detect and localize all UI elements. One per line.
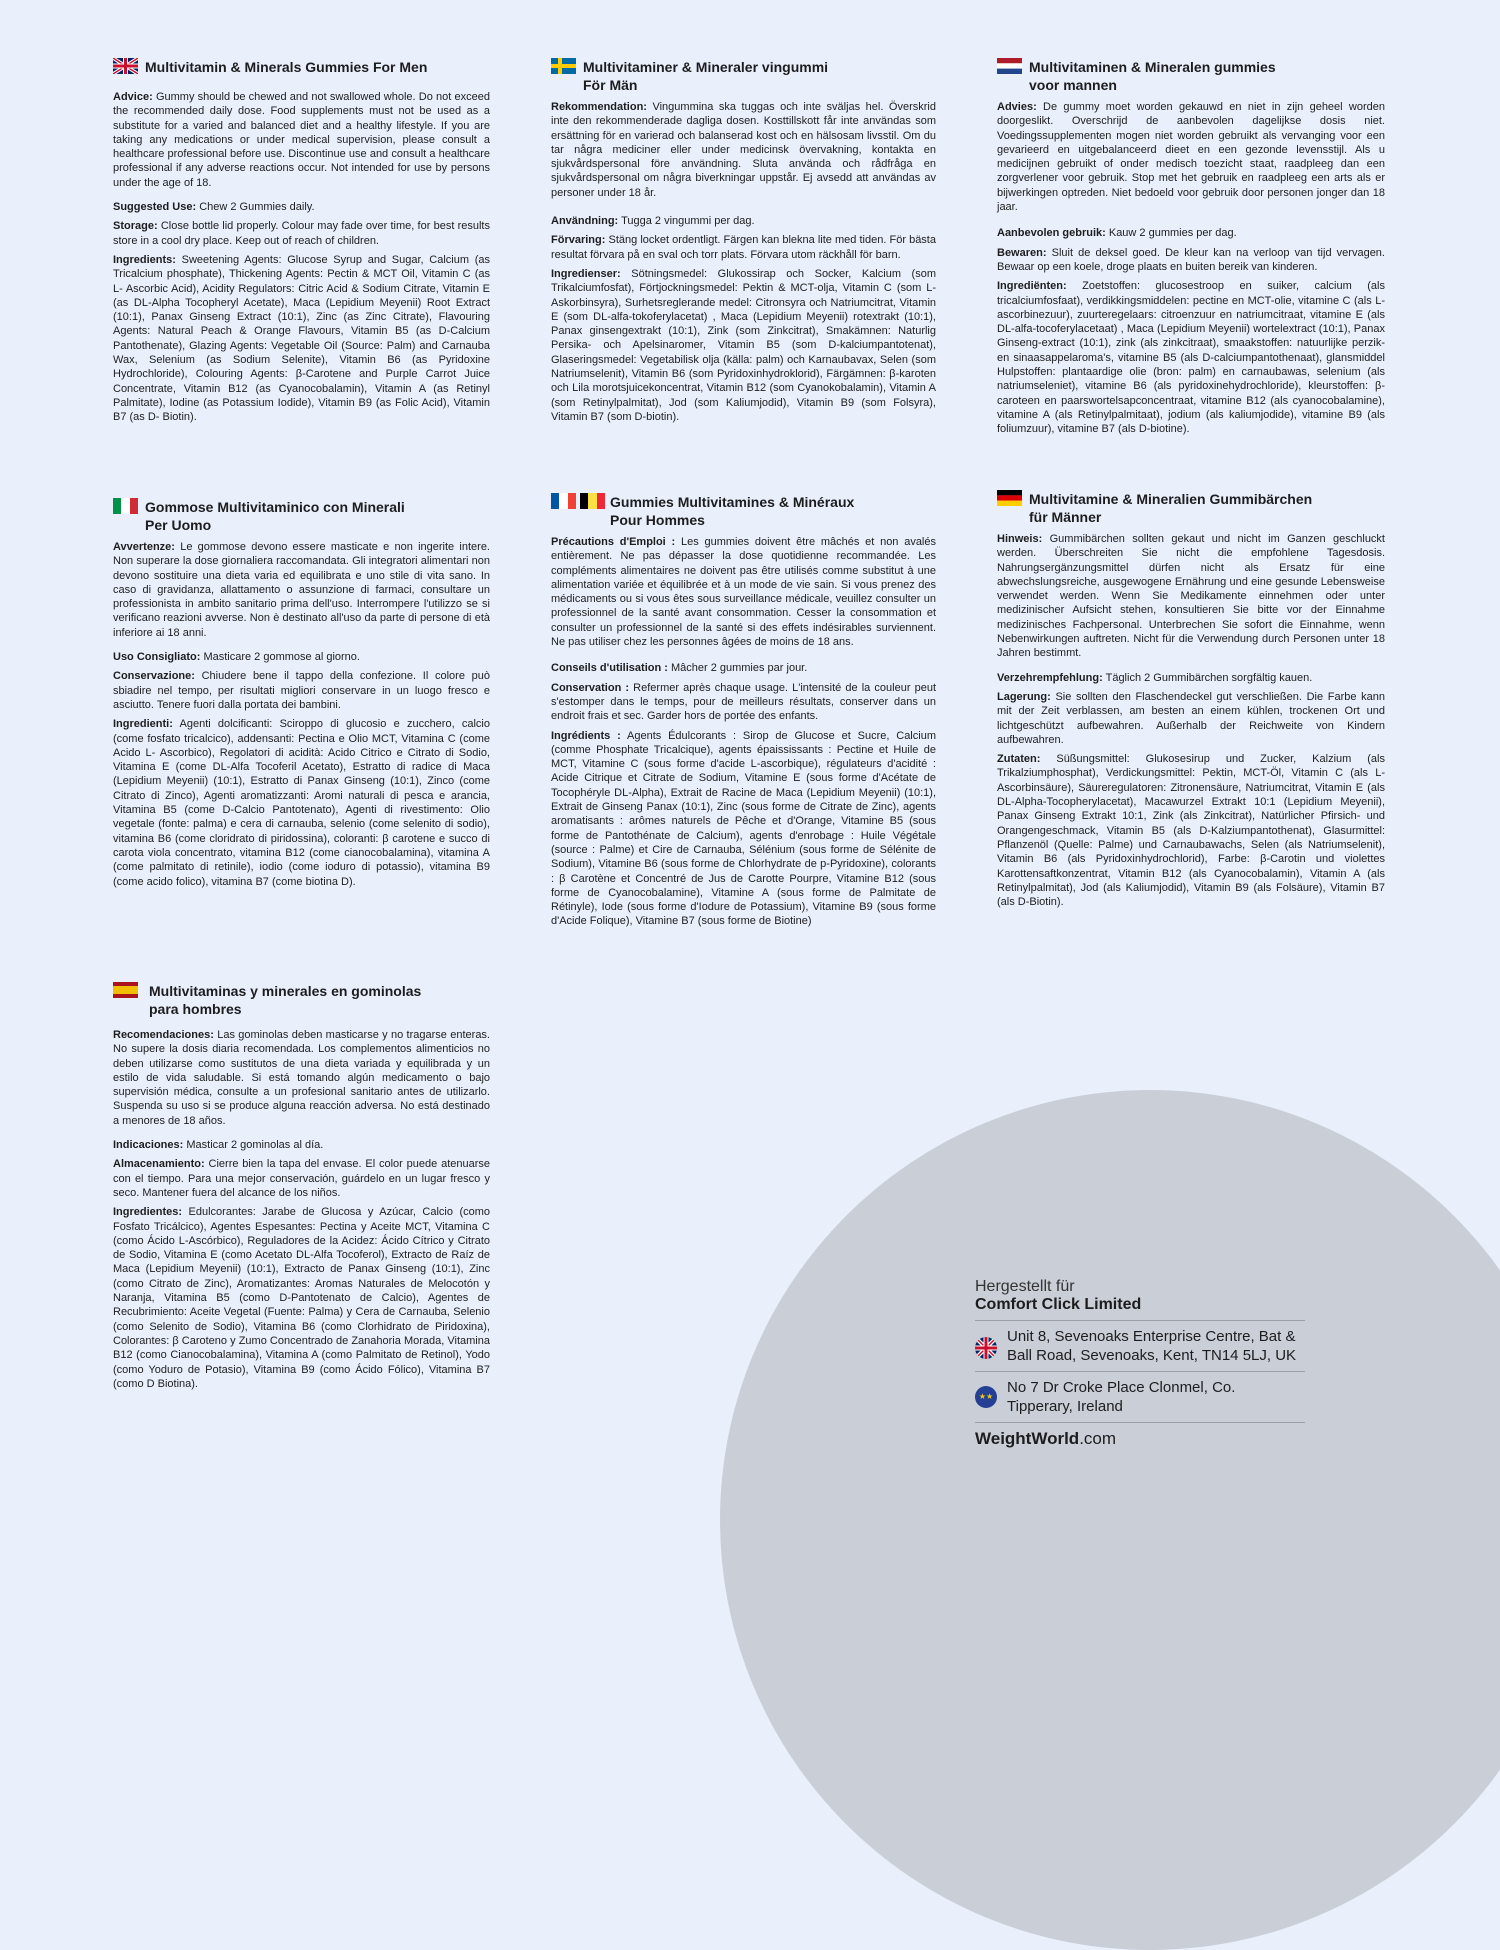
section-subtitle: För Män xyxy=(583,77,638,93)
section-spanish xyxy=(113,982,490,1396)
uk-flag-icon xyxy=(113,58,138,74)
storage-paragraph: Conservation : Refermer après chaque usage. L'intensité de la couleur peut s'estomper dans le temps, pour de meilleurs résultats, conserver dans un endroit frais et sec. Garder hors de portée des enfants. xyxy=(551,681,937,723)
section-header xyxy=(551,58,936,94)
belgium-flag-icon xyxy=(580,493,605,509)
uk-address: Unit 8, Sevenoaks Enterprise Centre, Bat & Ball Road, Sevenoaks, Kent, TN14 5LJ, UK xyxy=(1007,1328,1297,1364)
storage-paragraph: Almacenamiento: Cierre bien la tapa del envase. El color puede atenuarse con el tiempo. Para una mejor conservación, guárdelo en un lugar fresco y seco. Mantener fuera del alcance de los niños. xyxy=(113,1158,490,1199)
ingredients-paragraph: Ingredienti: Agenti dolcificanti: Sciroppo di glucosio e zucchero, calcio (come fosfato tricalcico), addensanti: Pectina e Olio MCT, Vitamina C (come Acido L- Ascorbico), Regolatori di acidità: Acido Citrico e Citrato di Sodio, Vitamina E (come DL-Alfa Tocoferil Acetato), Estratto di radice di Maca (Lepidium Meyenii) (10:1), Estratto di Panax Ginseng (10:1), Zinco (come Citrato di Zinco), Agenti aromatizzanti: Aromi naturali di pesca e arancia, Vitamina B5 (come D-Calcio Pantotenato), Agenti di rivestimento: Olio vegetale (fonte: palma) e cera di carnauba, selenio (come selenito di sodio), vitamina B6 (come cloridrato di piridossina), coloranti: β carotene e succo di carota viola concentrato, vitamina B12 (come cianocobalamina), vitamina A (come palmitato di retinile), iodio (come ioduro di potassio), vitamina B9 (come acido folico), vitamina B7 (come biotina D). xyxy=(113,718,490,888)
section-subtitle: para hombres xyxy=(149,1001,242,1017)
italy-flag-icon xyxy=(113,498,138,514)
section-title: Multivitaminas y minerales en gominolas xyxy=(149,983,422,999)
netherlands-flag-icon xyxy=(997,58,1022,74)
ie-address: No 7 Dr Croke Place Clonmel, Co. Tipperary, Ireland xyxy=(1007,1379,1236,1415)
section-title: Gommose Multivitaminico con Minerali xyxy=(145,499,405,515)
background-circle xyxy=(720,1090,1500,1950)
eu-flag-icon: ★★ xyxy=(975,1386,997,1413)
storage-paragraph: Conservazione: Chiudere bene il tappo della confezione. Il colore può sbiadire nel tempo, per risultati migliori conservare in un luogo fresco e asciutto. Tenere fuori dalla portata dei bambini. xyxy=(113,670,490,711)
advice-paragraph: Advies: De gummy moet worden gekauwd en niet in zijn geheel worden doorgeslikt. Overschrijd de aanbevolen dagelijkse dosis niet. Voedingssupplementen mogen niet worden gebruikt als vervanging voor een gevarieerd en uitgebalanceerd dieet en een gezonde levensstijl. Als u medicijnen gebruikt of onder medisch toezicht staat, raadpleeg dan een zorgverlener voor gebruik. Stop met het gebruik en raadpleeg een arts als er bijwerkingen optreden. Niet bedoeld voor gebruik door personen jonger dan 18 jaar. xyxy=(997,101,1385,214)
ingredients-paragraph: Ingredienser: Sötningsmedel: Glukossirap och Socker, Kalcium (som Trikalciumfosfat), Förtjockningsmedel: Pektin & MCT-olja, Vitamin C (som L-Askorbinsyra), Surhetsreglerande medel: Citronsyra och Natriumcitrat, Vitamin E (som DL-alfa-tokoferylacetat) , Maca (Lepidium Meyenii) rotextrakt (10:1), Panax ginsengextrakt (10:1), Zink (som Zinkcitrat), Smakämnen: Naturlig Persika- och Apelsinaromer, Vitamin B5 (som D-kalciumpantotenat), Glaseringsmedel: Vegetabilisk olja (källa: palm) och Karnaubavax, Selen (som Natriumselenit), Vitamin B6 (som Pyridoxinhydroklorid), Färgämnen: β-karoten och Lila morotsjuicekoncentrat, Vitamin B12 (som Cyanokobalamin), Vitamin A (som Retinylpalmitat), Jod (som Kaliumjodid), Vitamin B9 (som Folsyra), Vitamin B7 (som D-biotin). xyxy=(551,267,936,423)
suggested-use-paragraph: Indicaciones: Masticar 2 gominolas al día. xyxy=(113,1139,324,1152)
storage-paragraph: Lagerung: Sie sollten den Flaschendeckel gut verschließen. Die Farbe kann mit der Zeit verblassen, am besten an einem kühlen, trockenen Ort und lichtgeschützt aufbewahren. Außerhalb der Reichweite von Kindern aufbewahren. xyxy=(997,690,1385,746)
spain-flag-icon xyxy=(113,982,138,998)
manufacturer-info xyxy=(975,1278,1305,1449)
section-french xyxy=(551,493,936,934)
section-english xyxy=(113,58,490,430)
germany-flag-icon xyxy=(997,490,1022,506)
sweden-flag-icon xyxy=(551,58,576,74)
section-subtitle: Per Uomo xyxy=(145,517,212,533)
section-header xyxy=(997,490,1385,526)
ingredients-paragraph: Ingrediënten: Zoetstoffen: glucosestroop en suiker, calcium (als tricalciumfosfaat), verdikkingsmiddelen: pectine en MCT-olie, vitamine C (als L-ascorbinezuur), zuurteregelaars: citroenzuur en natriumcitraat, vitamine E (als DL-alfa-tocoferylacetaat) , Maca (Lepidium Meyenii) wortelextract (10:1), Panax Ginseng-extract (10:1), zink (als zinkcitraat), smaakstoffen: natuurlijke perzik- en sinaasappelaroma's, vitamine B5 (als D-calciumpantothenaat), glansmiddel Hulpstoffen: plantaardige olie (bron: palm) en carnaubawas, selenium (als natriumseleniet), vitamine B6 (als pyridoxinehydrochloride), kleurstoffen: β-caroteen en paarswortelsapconcentraat, vitamine B12 (als cyanocobalamine), vitamine A (als Retinylpalmitaat), jodium (als kaliumjodide), vitamine B9 (als foliumzuur), vitamine B7 (als D-biotine). xyxy=(997,280,1385,436)
section-header xyxy=(113,498,490,534)
section-title: Multivitamine & Mineralien Gummibärchen xyxy=(1029,491,1313,507)
section-title: Multivitaminen & Mineralen gummies xyxy=(1029,59,1276,75)
company-name: Comfort Click Limited xyxy=(975,1296,1142,1313)
storage-paragraph: Storage: Close bottle lid properly. Colour may fade over time, for best results store in a cool dry place. Keep out of reach of children. xyxy=(113,220,490,247)
section-header xyxy=(113,982,490,1018)
suggested-use-paragraph: Verzehrempfehlung: Täglich 2 Gummibärchen sorgfältig kauen. xyxy=(997,671,1313,684)
brand-url: WeightWorld.com xyxy=(975,1422,1305,1449)
section-subtitle: für Männer xyxy=(1029,509,1102,525)
advice-paragraph: Recomendaciones: Las gominolas deben masticarse y no tragarse enteras. No supere la dosis diaria recomendada. Los complementos alimenticios no deben utilizarse como sustitutos de una dieta variada y equilibrada y un estilo de vida saludable. Si está tomando algún medicamento o bajo supervisión médica, consulte a un profesional sanitario antes de utilizarlo. Suspenda su uso si se produce alguna reacción adversa. No está destinado a menores de 18 años. xyxy=(113,1029,490,1127)
france-flag-icon xyxy=(551,493,576,509)
ingredients-paragraph: Ingredientes: Edulcorantes: Jarabe de Glucosa y Azúcar, Calcio (como Fosfato Tricálcico), Agentes Espesantes: Pectina y Aceite MCT, Vitamina C (como Ácido L-Ascórbico), Reguladores de la Acidez: Ácido Cítrico y Citrato de Sodio, Vitamina E (como Acetato DL-Alfa Tocoferol), Extracto de Raíz de Maca (Lepidium Meyenii) (10:1), Extracto de Panax Ginseng (10:1), Zinc (como Citrato de Zinc), Aromatizantes: Aromas Naturales de Melocotón y Naranja, Vitamina B5 (como D-Pantotenato de Calcio), Agentes de Recubrimiento: Aceite Vegetal (Fuente: Palma) y Cera de Carnauba, Selenio (como Selenito de Sodio), Vitamina B6 (como Clorhidrato de Piridoxina), Colorantes: β Caroteno y Zumo Concentrado de Zanahoria Morada, Vitamina B12 (como Cianocobalamina), Vitamina A (como Palmitato de Retinol), Yodo (como Yoduro de Potasio), Vitamina B9 (como Ácido Fólico), Vitamina B7 (como D Biotina). xyxy=(113,1206,490,1390)
advice-paragraph: Hinweis: Gummibärchen sollten gekaut und nicht im Ganzen geschluckt werden. Überschreiten Sie nicht die empfohlene Tagesdosis. Nahrungsergänzungsmittel dürfen nicht als Ersatz für eine abwechslungsreiche, ausgewogene Ernährung und eine gesunde Lebensweise verwendet werden. Wenn Sie Medikamente einnehmen oder unter medizinischer Aufsicht stehen, konsultieren Sie bitte vor der Einnahme medizinisches Fachpersonal. Unterbrechen Sie sofort die Einnahme, wenn Nebenwirkungen auftreten. Nicht für die Verwendung durch Personen unter 18 Jahren bestimmt. xyxy=(997,533,1385,660)
section-header xyxy=(997,58,1385,94)
suggested-use-paragraph: Suggested Use: Chew 2 Gummies daily. xyxy=(113,201,315,214)
section-italian xyxy=(113,498,490,894)
ingredients-paragraph: Zutaten: Süßungsmittel: Glukosesirup und Zucker, Kalzium (als Trikalziumphosphat), Verdickungsmittel: Pektin, MCT-Öl, Vitamin C (als L-Ascorbinsäure), Säureregulatoren: Zitronensäure, Natriumcitrat, Vitamin E (als DL-Alpha-Tocopherylacetat), Macawurzel Extrakt 10:1 (Lepidium Meyenii), Panax Ginseng Extrakt 10:1, Zink (als Zinkcitrat), Natürlicher Pfirsich- und Orangengeschmack, Vitamin B5 (als D-Kalziumpantothenat), Glasurmittel: Pflanzenöl (Quelle: Palme) und Carnaubawachs, Selen (als Natriumselenit), Vitamin B6 (als Pyridoxinhydrochlorid), Farbe: β-Carotin und violettes Karottensaftkonzentrat, Vitamin B12 (als Cyanocobalamin), Vitamin A (als Retinylpalmitat), Jod (als Kaliumjodid), Vitamin B9 (als Folsäure), Vitamin B7 (als D-Biotin). xyxy=(997,753,1385,909)
suggested-use-paragraph: Användning: Tugga 2 vingummi per dag. xyxy=(551,215,755,228)
storage-paragraph: Förvaring: Stäng locket ordentligt. Färgen kan blekna lite med tiden. För bästa resultat förvara på en sval och torr plats. Förvara utom räckhåll för barn. xyxy=(551,234,936,261)
section-title: Multivitamin & Minerals Gummies For Men xyxy=(145,59,428,75)
uk-address-row xyxy=(975,1320,1305,1371)
ingredients-paragraph: Ingrédients : Agents Édulcorants : Sirop de Glucose et Sucre, Calcium (comme Phosphate Tricalcique), agents épaississants : Pectine et Huile de MCT, Vitamine C (sous forme d'acide L-ascorbique), régulateurs d'acidité : Acide Citrique et Citrate de Sodium, Vitamine E (sous forme d'Acétate de Tocophéryle DL-Alpha), Extrait de Racine de Maca (Lepidium Meyenii) (10:1), Extrait de Ginseng Panax (10:1), Zinc (sous forme de Citrate de Zinc), agents aromatisants : arômes naturels de Pêche et d'Orange, Vitamine B5 (sous forme de Pantothénate de Calcium), agents d'enrobage : Huile Végétale (source : Palme) et Cire de Carnauba, Sélénium (sous forme de Sélénite de Sodium), Vitamine B6 (sous forme de Chlorhydrate de p-Pyridoxine), colorants : β Carotène et Concentré de Jus de Carotte Pourpre, Vitamine B12 (sous forme de Cyanocobalamine), Vitamine A (sous forme de Palmitate de Rétinyle), Iode (sous forme d'Iodure de Potassium), Vitamine B9 (sous forme d'Acide Folique), Vitamine B7 (sous forme de Biotine) xyxy=(551,729,936,928)
section-header xyxy=(551,493,936,529)
advice-paragraph: Rekommendation: Vingummina ska tuggas och inte sväljas hel. Överskrid inte den rekommenderade dagliga dosen. Kosttillskott får inte användas som ersättning för en varierad och balanserad kost och en hälsosam livsstil. Om du tar några mediciner eller under medicinsk övervakning, kontakta en sjukvårdspersonal före användning. Sluta använda och rådfråga en sjukvårdspersonal om några biverkningar uppstår. Ej avsedd att användas av personer under 18 år. xyxy=(551,101,936,199)
advice-paragraph: Avvertenze: Le gommose devono essere masticate e non ingerite intere. Non superare la dose giornaliera raccomandata. Gli integratori alimentari non devono sostituire una dieta varia ed equilibrata e uno stile di vita sano. In caso di gravidanza, allattamento o assunzione di farmaci, consultare un professionista in ambito sanitario prima dell'uso. Interrompere l'utilizzo se si verificano reazioni avverse. Non è destinato all'uso da parte di persone di età inferiore ai 18 anni. xyxy=(113,541,490,639)
section-header xyxy=(113,58,490,76)
section-dutch xyxy=(997,58,1385,442)
section-title: Gummies Multivitamines & Minéraux xyxy=(610,494,855,510)
section-title: Multivitaminer & Mineraler vingummi xyxy=(583,59,829,75)
suggested-use-paragraph: Aanbevolen gebruik: Kauw 2 gummies per dag. xyxy=(997,227,1237,240)
advice-paragraph: Précautions d'Emploi : Les gummies doivent être mâchés et non avalés entièrement. Ne pas dépasser la dose quotidienne recommandée. Les compléments alimentaires ne doivent pas être utilisés comme substitut à une alimentation variée et équilibrée et à un mode de vie sain. Si vous prenez des médicaments ou si vous êtes sous surveillance médicale, veuillez consulter un professionnel de la santé avant consommation. Cesser la consommation et consulter un professionnel de la santé si des effets indésirables surviennent. Ne pas utiliser chez les personnes âgées de moins de 18 ans. xyxy=(551,536,936,649)
storage-paragraph: Bewaren: Sluit de deksel goed. De kleur kan na verloop van tijd vervagen. Bewaar op een koele, droge plaats en buiten bereik van kinderen. xyxy=(997,246,1385,273)
suggested-use-paragraph: Conseils d'utilisation : Mâcher 2 gummies par jour. xyxy=(551,662,808,675)
section-subtitle: Pour Hommes xyxy=(610,512,705,528)
section-subtitle: voor mannen xyxy=(1029,77,1117,93)
ie-address-row xyxy=(975,1371,1305,1422)
section-german xyxy=(997,490,1385,914)
ingredients-paragraph: Ingredients: Sweetening Agents: Glucose Syrup and Sugar, Calcium (as Tricalcium phosphate), Thickening Agents: Pectin & MCT Oil, Vitamin C (as L- Ascorbic Acid), Acidity Regulators: Citric Acid & Sodium Citrate, Vitamin E (as DL-Alpha Tocopheryl Acetate), Maca (Lepidium Meyenii) Root Extract (10:1), Panax Ginseng Extract (10:1), Zinc (as Zinc Citrate), Flavouring Agents: Natural Peach & Orange Flavours, Vitamin B5 (as D-Calcium Pantothenate), Glazing Agents: Vegetable Oil (Source: Palm) and Carnauba Wax, Selenium (as Sodium Selenite), Vitamin B6 (as Pyridoxine Hydrochloride), Colouring Agents: β-Carotene and Purple Carrot Juice Concentrate, Vitamin B12 (as Cyanocobalamin), Vitamin A (as Retinyl Palmitate), Iodine (as Potassium Iodide), Vitamin B9 (as Folic Acid), Vitamin B7 (as D- Biotin). xyxy=(113,253,490,424)
uk-flag-icon xyxy=(975,1337,997,1364)
section-swedish xyxy=(551,58,936,429)
advice-paragraph: Advice: Gummy should be chewed and not swallowed whole. Do not exceed the recommended daily dose. Food supplements must not be used as a substitute for a varied and balanced diet and a healthy lifestyle. If you are taking any medications or under medical supervision, please consult a healthcare professional before use. Discontinue use and consult a healthcare professional if any adverse reactions occur. Not intended for use by persons under the age of 18. xyxy=(113,91,490,189)
suggested-use-paragraph: Uso Consigliato: Masticare 2 gommose al giorno. xyxy=(113,651,360,664)
made-for-label: Hergestellt für xyxy=(975,1278,1075,1295)
